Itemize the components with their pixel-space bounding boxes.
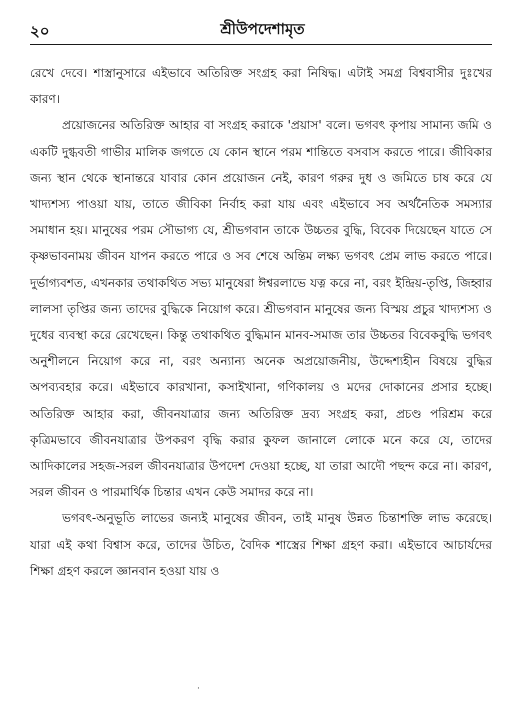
header-rule (30, 44, 492, 45)
body-text (30, 60, 492, 584)
paragraph-realization: ভগবৎ-অনুভূতি লাভের জন্যই মানুষের জীবন, তাই মানুষ উন্নত চিন্তাশক্তি লাভ করেছে। যারা এই কথা বিশ্বাস করে, তাদের উচিত, বৈদিক শাস্ত্রের শিক্ষা গ্রহণ করা। এইভাবে আচার্যদের শিক্ষা গ্রহণ করলে জ্ঞানবান হওয়া যায় ও (30, 511, 492, 578)
running-head (30, 18, 495, 46)
footer-mark: · (197, 684, 200, 694)
book-title: শ্রীউপদেশামৃত (220, 20, 305, 38)
paragraph-prayas: প্রয়োজনের অতিরিক্ত আহার বা সংগ্রহ করাকে 'প্রয়াস' বলে। ভগবৎ কৃপায় সামান্য জমি ও একটি দুগ্ধবতী গাভীর মালিক জগতে যে কোন স্থানে পরম শান্তিতে বসবাস করতে পারে। জীবিকার জন্য স্থান থেকে স্থানান্তরে যাবার কোন প্রয়োজন নেই, কারণ গরুর দুধ ও জমিতে চাষ করে যে খাদ্যশস্য পাওয়া যায়, তাতে জীবিকা নির্বাহ করা যায় এবং এইভাবে সব অর্থনৈতিক সমস্যার সমাধান হয়। মানুষের পরম সৌভাগ্য যে, শ্রীভগবান তাকে উচ্চতর বুদ্ধি, বিবেক দিয়েছেন যাতে সে কৃষ্ণভাবনাময় জীবন যাপন করতে পারে ও সব শেষে অন্তিম লক্ষ্য ভগবৎ প্রেম লাভ করতে পারে। দুর্ভাগ্যবশত, এখনকার তথাকথিত সভ্য মানুষেরা ঈশ্বরলাভে যত্ন করে না, বরং ইন্দ্রিয়-তৃপ্তি, জিহ্বার লালসা তৃপ্তির জন্য তাদের বুদ্ধিকে নিয়োগ করে। শ্রীভগবান মানুষের জন্য বিস্ময় প্রচুর খাদ্যশস্য ও দুধের ব্যবস্থা করে রেখেছেন। কিন্তু তথাকথিত বুদ্ধিমান মানব-সমাজ তার উচ্চতর বিবেকবুদ্ধি ভগবৎ অনুশীলনে নিয়োগ করে না, বরং অন্যান্য অনেক অপ্রয়োজনীয়, উদ্দেশ্যহীন বিষয়ে বুদ্ধির অপব্যবহার করে। এইভাবে কারখানা, কসাইখানা, গণিকালয় ও মদের দোকানের প্রসার হচ্ছে। অতিরিক্ত আহার করা, জীবনযাত্রার জন্য অতিরিক্ত দ্রব্য সংগ্রহ করা, প্রচণ্ড পরিশ্রম করে কৃত্রিমভাবে জীবনযাত্রার উপকরণ বৃদ্ধি করার কুফল জানালে লোকে মনে করে যে, তাদের আদিকালের সহজ-সরল জীবনযাত্রার উপদেশ দেওয়া হচ্ছে, যা তারা আদৌ পছন্দ করে না। কারণ, সরল জীবন ও পারমার্থিক চিন্তার এখন কেউ সমাদর করে না। (30, 118, 492, 500)
paragraph-continuation: রেখে দেবে। শাস্ত্রানুসারে এইভাবে অতিরিক্ত সংগ্রহ করা নিষিদ্ধ। এটাই সমগ্র বিশ্ববাসীর দুঃখের কারণ। (30, 66, 492, 107)
page-number: ২০ (30, 22, 50, 40)
